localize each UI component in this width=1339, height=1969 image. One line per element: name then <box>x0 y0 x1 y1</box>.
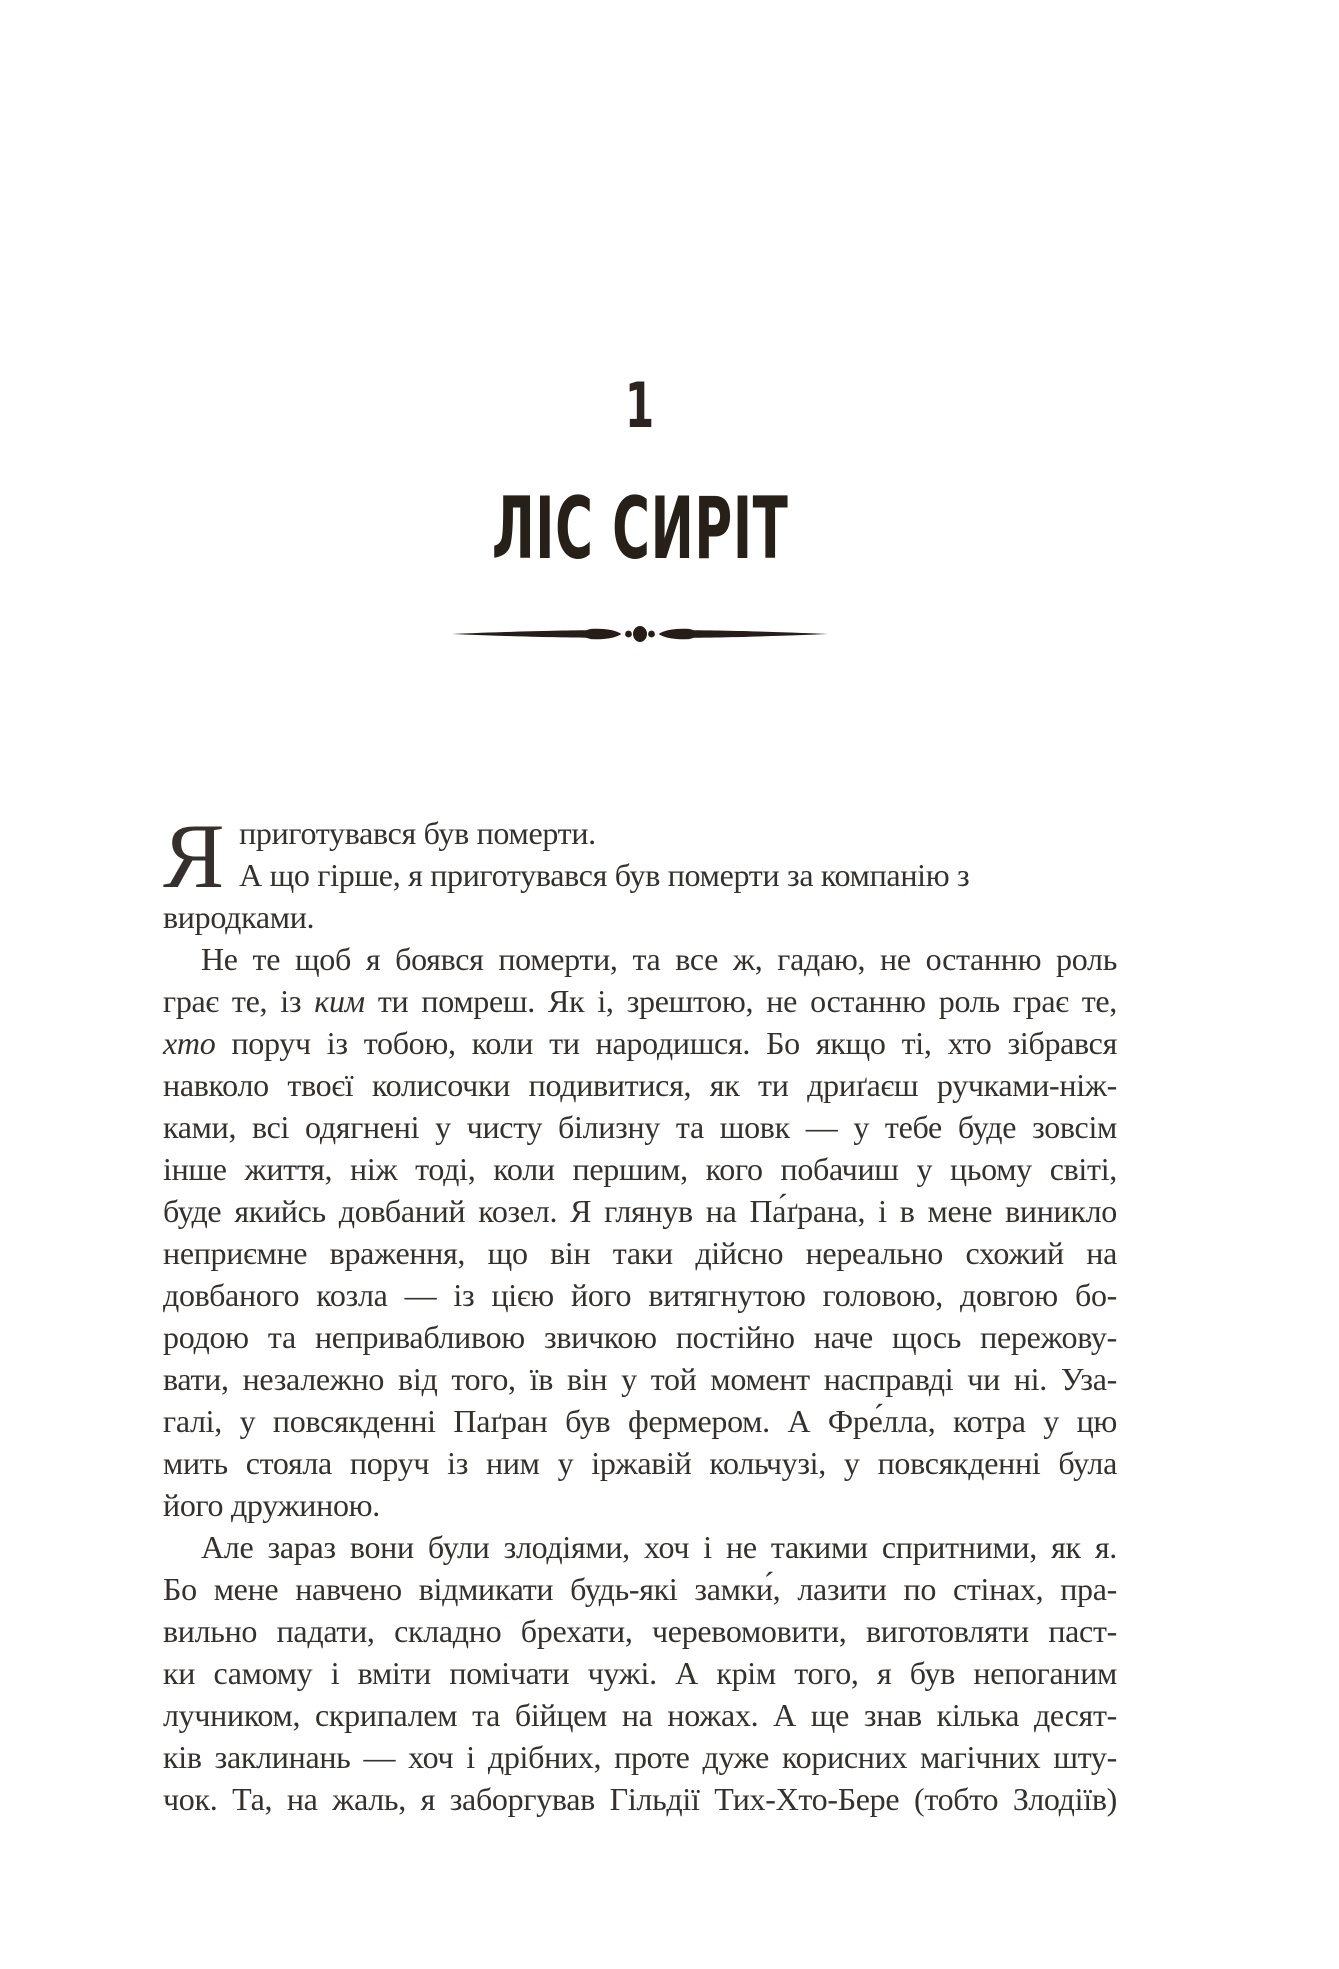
body-line <box>163 1022 1117 1064</box>
text: ками, всі одягнені у чисту білизну та шовк — у тебе буде зовсім <box>163 1109 1117 1145</box>
body-line <box>163 854 1117 938</box>
text: його дружиною. <box>163 1487 380 1523</box>
text: мить стояла поруч із ним у іржавій кольчузі, у повсякденні була <box>163 1445 1117 1481</box>
chapter-number-text: 1 <box>625 369 655 442</box>
text: навколо твоєї колисочки подивитися, як ти дриґаєш ручками-ніж- <box>163 1067 1117 1103</box>
body-line <box>163 1274 1117 1316</box>
paragraph <box>163 938 1117 1526</box>
text: родою та непривабливою звичкою постійно наче щось пережову- <box>163 1319 1117 1355</box>
text: ки самому і вміти помічати чужі. А крім того, я був непоганим <box>163 1655 1117 1691</box>
italic-text: ким <box>314 983 365 1019</box>
text: лучником, скрипалем та бійцем на ножах. А ще знав кілька десят- <box>163 1697 1117 1733</box>
body-line <box>163 1064 1117 1106</box>
body-line <box>163 1190 1117 1232</box>
text: А що гірше, я приготувався був померти за компанію з виродками. <box>163 857 970 935</box>
text: Бо мене навчено відмикати будь-які замки́, лазити по стінах, пра- <box>163 1571 1117 1607</box>
body-line <box>163 1778 1117 1820</box>
body-line <box>163 1442 1117 1484</box>
body-line <box>163 1568 1117 1610</box>
paragraph <box>163 805 1117 938</box>
text: вати, незалежно від того, їв він у той момент насправді чи ні. Уза- <box>163 1361 1117 1397</box>
text: довбаного козла — із цією його витягнутою головою, довгою бо- <box>163 1277 1117 1313</box>
text: приготувався був померти. <box>239 815 596 851</box>
text: ків заклинань — хоч і дрібних, проте дуже корисних магічних шту- <box>163 1739 1117 1775</box>
text: поруч із тобою, коли ти народишся. Бо якщо ті, хто зібрався <box>215 1025 1117 1061</box>
chapter-number <box>163 369 1117 442</box>
chapter-divider <box>163 618 1117 652</box>
text: інше життя, ніж тоді, коли першим, кого побачиш у цьому світі, <box>163 1151 1117 1187</box>
chapter-title-text: ЛІС СИРІТ <box>491 479 789 579</box>
body-line <box>163 1610 1117 1652</box>
body-line <box>163 1106 1117 1148</box>
text: грає те, із <box>163 983 315 1019</box>
drop-cap: Я <box>163 805 225 907</box>
body-line <box>163 980 1117 1022</box>
body-line <box>163 1694 1117 1736</box>
body-line <box>163 1526 1117 1568</box>
body-line <box>163 1358 1117 1400</box>
chapter-title <box>163 479 1117 579</box>
body-line <box>163 1148 1117 1190</box>
body-line <box>163 1736 1117 1778</box>
body-line <box>163 1316 1117 1358</box>
text: Але зараз вони були злодіями, хоч і не такими спритними, як я. <box>201 1529 1117 1565</box>
body-line <box>163 812 1117 854</box>
text: буде якийсь довбаний козел. Я глянув на Па́ґрана, і в мене виникло <box>163 1193 1117 1229</box>
body-line <box>163 938 1117 980</box>
text: ти помреш. Як і, зрештою, не останню роль грає те, <box>364 983 1118 1019</box>
text: неприємне враження, що він таки дійсно нереально схожий на <box>163 1235 1117 1271</box>
spindle-ornament-icon <box>450 618 830 650</box>
body-line <box>163 1232 1117 1274</box>
body-line <box>163 1652 1117 1694</box>
text: чок. Та, на жаль, я заборгував Гільдії Тих-Хто-Бере (тобто Злодіїв) <box>163 1781 1117 1817</box>
body-line <box>163 1400 1117 1442</box>
italic-text: хто <box>163 1025 216 1061</box>
body-text <box>163 805 1118 1820</box>
text: Не те щоб я боявся померти, та все ж, гадаю, не останню роль <box>201 941 1117 977</box>
body-line <box>163 1484 1117 1526</box>
text: вильно падати, складно брехати, черевомовити, виготовляти паст- <box>163 1613 1117 1649</box>
text: галі, у повсякденні Паґран був фермером. А Фре́лла, котра у цю <box>163 1403 1117 1439</box>
paragraph <box>163 1526 1117 1820</box>
